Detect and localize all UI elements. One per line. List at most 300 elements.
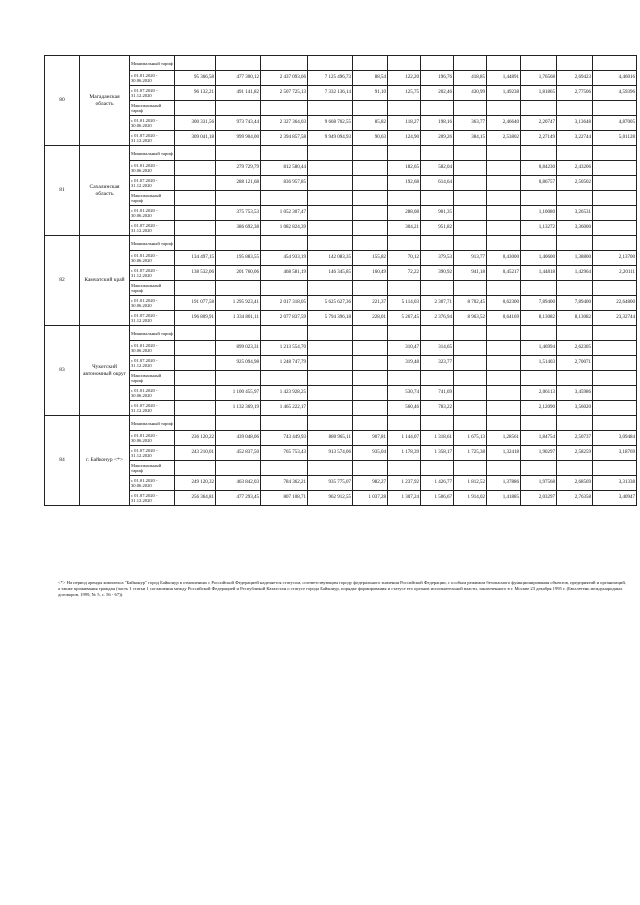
tariff-value: 2,06113 <box>521 386 557 401</box>
tariff-value: 1 132 369,19 <box>216 401 261 416</box>
tariff-value: 3,22744 <box>557 131 593 146</box>
tariff-value <box>557 101 593 116</box>
tariff-value: 1 295 923,41 <box>216 296 261 311</box>
table-row <box>45 371 637 386</box>
tariff-value: 2,68569 <box>557 476 593 491</box>
tariff-value <box>421 56 454 71</box>
tariff-value <box>216 281 261 296</box>
tariff-value <box>261 416 308 431</box>
tariff-value <box>308 161 353 176</box>
tariff-value <box>353 161 388 176</box>
tariff-value: 192,68 <box>388 176 421 191</box>
tariff-value: 228,01 <box>353 311 388 326</box>
tariff-value: 236 120,22 <box>175 431 216 446</box>
tariff-value <box>261 146 308 161</box>
tariff-value <box>521 236 557 251</box>
tariff-value: 1 144,07 <box>388 431 421 446</box>
period-label: с 01.01.2020 - 30.06.2020 <box>130 71 175 86</box>
table-row <box>45 386 637 401</box>
table-row <box>45 236 637 251</box>
tariff-value <box>454 341 487 356</box>
table-row <box>45 161 637 176</box>
region-name: Сахалинская область <box>80 146 130 236</box>
tariff-value: 1 237,92 <box>388 476 421 491</box>
tariff-value: 3,40947 <box>593 491 637 506</box>
table-row <box>45 461 637 476</box>
tariff-value <box>353 176 388 191</box>
tariff-value: 198,16 <box>421 116 454 131</box>
tariff-value: 1,49238 <box>487 86 521 101</box>
tariff-value: 2 307,71 <box>421 296 454 311</box>
tariff-value <box>388 236 421 251</box>
tariff-value <box>353 56 388 71</box>
tariff-value <box>353 341 388 356</box>
tariff-value: 2,53802 <box>487 131 521 146</box>
tariff-value: 452 837,50 <box>216 446 261 461</box>
tariff-value: 5 625 627,36 <box>308 296 353 311</box>
tariff-value: 134 497,15 <box>175 251 216 266</box>
row-number: 84 <box>45 416 80 506</box>
tariff-value <box>593 221 637 236</box>
tariff-value: 530,74 <box>388 386 421 401</box>
tariff-value: 8,13082 <box>521 311 557 326</box>
tariff-value <box>216 236 261 251</box>
tariff-value <box>388 146 421 161</box>
tariff-value <box>487 461 521 476</box>
tariff-value <box>454 146 487 161</box>
tariff-value <box>454 161 487 176</box>
tariff-value <box>388 371 421 386</box>
tariff-value <box>557 326 593 341</box>
tariff-value <box>454 236 487 251</box>
tariff-value <box>593 206 637 221</box>
tariff-value: 2,20111 <box>593 266 637 281</box>
tariff-value: 221,37 <box>353 296 388 311</box>
period-label: Максимальный тариф <box>130 101 175 116</box>
tariff-value <box>308 371 353 386</box>
row-number: 82 <box>45 236 80 326</box>
tariff-value <box>308 416 353 431</box>
tariff-value <box>521 371 557 386</box>
tariff-value: 0,45217 <box>487 266 521 281</box>
tariff-value: 3,09484 <box>593 431 637 446</box>
tariff-value: 1,40600 <box>521 251 557 266</box>
table-row <box>45 281 637 296</box>
tariff-value: 256 364,81 <box>175 491 216 506</box>
tariff-value: 2,58259 <box>557 446 593 461</box>
tariff-value <box>593 236 637 251</box>
tariff-value: 899 023,31 <box>216 341 261 356</box>
period-label: с 01.01.2020 - 30.06.2020 <box>130 476 175 491</box>
table-row <box>45 86 637 101</box>
tariff-value: 309 041,18 <box>175 131 216 146</box>
tariff-value: 146 345,85 <box>308 266 353 281</box>
tariff-value: 1 423 928,25 <box>261 386 308 401</box>
tariff-value: 196,76 <box>421 71 454 86</box>
tariff-value: 7,89400 <box>521 296 557 311</box>
tariff-value <box>308 176 353 191</box>
tariff-value: 1,38800 <box>557 251 593 266</box>
tariff-value <box>487 386 521 401</box>
tariff-value <box>487 206 521 221</box>
period-label: Минимальный тариф <box>130 236 175 251</box>
tariff-value <box>421 236 454 251</box>
period-label: Максимальный тариф <box>130 371 175 386</box>
tariff-value <box>175 371 216 386</box>
tariff-value <box>353 191 388 206</box>
tariff-value: 1 307,24 <box>388 491 421 506</box>
tariff-value <box>557 461 593 476</box>
tariff-value: 314,65 <box>421 341 454 356</box>
tariff-value <box>175 461 216 476</box>
tariff-value: 560,46 <box>388 401 421 416</box>
row-number: 81 <box>45 146 80 236</box>
tariff-value: 477 293,45 <box>216 491 261 506</box>
tariff-value: 195 883,55 <box>216 251 261 266</box>
tariff-value <box>353 146 388 161</box>
tariff-value: 155,82 <box>353 251 388 266</box>
tariff-value: 2,20747 <box>521 116 557 131</box>
tariff-value: 1,46994 <box>521 341 557 356</box>
tariff-table <box>44 55 637 506</box>
tariff-value <box>521 191 557 206</box>
tariff-value: 741,69 <box>421 386 454 401</box>
table-row <box>45 326 637 341</box>
tariff-value: 463 842,03 <box>216 476 261 491</box>
table-row <box>45 416 637 431</box>
tariff-value <box>593 341 637 356</box>
tariff-value: 70,12 <box>388 251 421 266</box>
tariff-value: 384,15 <box>454 131 487 146</box>
tariff-value: 202,46 <box>421 86 454 101</box>
tariff-value: 951,82 <box>421 221 454 236</box>
tariff-value <box>421 281 454 296</box>
tariff-value: 1 178,39 <box>388 446 421 461</box>
tariff-value: 935 775,07 <box>308 476 353 491</box>
tariff-value <box>557 371 593 386</box>
tariff-value: 2,77506 <box>557 86 593 101</box>
tariff-value <box>593 326 637 341</box>
tariff-value <box>308 326 353 341</box>
tariff-value <box>175 356 216 371</box>
tariff-value: 765 753,43 <box>261 446 308 461</box>
tariff-value <box>421 416 454 431</box>
tariff-value: 300 331,56 <box>175 116 216 131</box>
tariff-value <box>557 146 593 161</box>
tariff-value <box>216 326 261 341</box>
tariff-value: 973 743,44 <box>216 116 261 131</box>
tariff-value: 2 394 857,58 <box>261 131 308 146</box>
tariff-value: 1,44891 <box>487 71 521 86</box>
tariff-value: 1 725,38 <box>454 446 487 461</box>
tariff-value: 7 125 496,73 <box>308 71 353 86</box>
tariff-value: 9 668 702,55 <box>308 116 353 131</box>
tariff-value <box>216 101 261 116</box>
tariff-value <box>454 326 487 341</box>
tariff-value: 1,28561 <box>487 431 521 446</box>
tariff-value: 138 532,06 <box>175 266 216 281</box>
tariff-value <box>454 281 487 296</box>
tariff-value: 2 376,94 <box>421 311 454 326</box>
tariff-value <box>308 401 353 416</box>
tariff-value: 196 809,91 <box>175 311 216 326</box>
tariff-value: 23,32744 <box>593 311 637 326</box>
table-row <box>45 191 637 206</box>
tariff-value: 582,04 <box>421 161 454 176</box>
tariff-value <box>454 416 487 431</box>
tariff-value <box>216 146 261 161</box>
tariff-value: 243 210,01 <box>175 446 216 461</box>
tariff-value: 1,76568 <box>521 71 557 86</box>
tariff-value: 379,53 <box>421 251 454 266</box>
region-name: Магаданская область <box>80 56 130 146</box>
tariff-value: 90,63 <box>353 131 388 146</box>
tariff-value: 72,22 <box>388 266 421 281</box>
tariff-value <box>216 461 261 476</box>
tariff-value <box>308 341 353 356</box>
period-label: Максимальный тариф <box>130 461 175 476</box>
tariff-value: 0,43000 <box>487 251 521 266</box>
tariff-value <box>487 326 521 341</box>
period-label: с 01.01.2020 - 30.06.2020 <box>130 431 175 446</box>
tariff-value <box>175 206 216 221</box>
tariff-value <box>454 461 487 476</box>
tariff-value: 118,27 <box>388 116 421 131</box>
table-row <box>45 251 637 266</box>
tariff-value <box>454 401 487 416</box>
tariff-value: 901,35 <box>421 206 454 221</box>
tariff-value <box>308 281 353 296</box>
tariff-value <box>216 56 261 71</box>
period-label: Минимальный тариф <box>130 416 175 431</box>
tariff-value: 3,26531 <box>557 206 593 221</box>
tariff-value: 122,20 <box>388 71 421 86</box>
period-label: с 01.07.2020 - 31.12.2020 <box>130 266 175 281</box>
tariff-value: 2,13700 <box>593 251 637 266</box>
tariff-value <box>353 401 388 416</box>
tariff-value <box>521 326 557 341</box>
table-row <box>45 56 637 71</box>
tariff-value: 880 965,11 <box>308 431 353 446</box>
tariff-value: 743 449,93 <box>261 431 308 446</box>
tariff-value <box>175 146 216 161</box>
tariff-value: 8,13082 <box>557 311 593 326</box>
tariff-value: 999 904,00 <box>216 131 261 146</box>
tariff-value: 982,27 <box>353 476 388 491</box>
period-label: с 01.01.2020 - 30.06.2020 <box>130 161 175 176</box>
tariff-value <box>353 461 388 476</box>
tariff-value <box>557 281 593 296</box>
tariff-value <box>175 341 216 356</box>
tariff-value: 95 366,58 <box>175 71 216 86</box>
tariff-value: 2,43206 <box>557 161 593 176</box>
tariff-value: 201 760,06 <box>216 266 261 281</box>
tariff-value: 1 334 801,11 <box>216 311 261 326</box>
tariff-value <box>593 356 637 371</box>
tariff-value: 2,46640 <box>487 116 521 131</box>
tariff-value: 1 914,02 <box>454 491 487 506</box>
tariff-value <box>388 416 421 431</box>
tariff-value <box>261 326 308 341</box>
tariff-value: 1,42964 <box>557 266 593 281</box>
tariff-value <box>175 101 216 116</box>
tariff-value <box>216 416 261 431</box>
tariff-value <box>261 101 308 116</box>
tariff-value: 3,31338 <box>593 476 637 491</box>
tariff-value <box>308 206 353 221</box>
tariff-value: 418,85 <box>454 71 487 86</box>
period-label: с 01.07.2020 - 31.12.2020 <box>130 176 175 191</box>
tariff-value <box>487 221 521 236</box>
tariff-value: 1 037,28 <box>353 491 388 506</box>
tariff-value: 2,03297 <box>521 491 557 506</box>
tariff-value: 477 300,12 <box>216 71 261 86</box>
period-label: с 01.07.2020 - 31.12.2020 <box>130 311 175 326</box>
tariff-value <box>308 146 353 161</box>
tariff-value <box>454 206 487 221</box>
tariff-value <box>353 236 388 251</box>
tariff-value <box>557 236 593 251</box>
tariff-value: 1,90297 <box>521 446 557 461</box>
tariff-value: 1 426,77 <box>421 476 454 491</box>
tariff-value: 1,32418 <box>487 446 521 461</box>
tariff-value: 4,59396 <box>593 86 637 101</box>
tariff-value <box>308 101 353 116</box>
tariff-value <box>353 101 388 116</box>
tariff-value <box>421 101 454 116</box>
tariff-value <box>388 461 421 476</box>
period-label: с 01.01.2020 - 30.06.2020 <box>130 206 175 221</box>
table-row <box>45 71 637 86</box>
table-row <box>45 446 637 461</box>
tariff-value: 1,97568 <box>521 476 557 491</box>
tariff-value: 913 574,06 <box>308 446 353 461</box>
tariff-value: 1 100 455,97 <box>216 386 261 401</box>
table-row <box>45 341 637 356</box>
tariff-value <box>175 416 216 431</box>
tariff-value: 935,04 <box>353 446 388 461</box>
table-row <box>45 401 637 416</box>
tariff-value <box>175 281 216 296</box>
period-label: с 01.07.2020 - 31.12.2020 <box>130 131 175 146</box>
tariff-value: 5,01128 <box>593 131 637 146</box>
table-row <box>45 266 637 281</box>
tariff-value <box>421 371 454 386</box>
tariff-value <box>487 356 521 371</box>
tariff-value: 249 120,32 <box>175 476 216 491</box>
tariff-value: 2,50502 <box>557 176 593 191</box>
tariff-value <box>261 191 308 206</box>
tariff-value: 7 332 136,14 <box>308 86 353 101</box>
table-row <box>45 311 637 326</box>
tariff-value: 2 017 318,05 <box>261 296 308 311</box>
tariff-value <box>261 236 308 251</box>
tariff-value: 1 213 554,70 <box>261 341 308 356</box>
tariff-value <box>261 461 308 476</box>
tariff-value: 323,77 <box>421 356 454 371</box>
tariff-value <box>175 221 216 236</box>
tariff-value <box>487 416 521 431</box>
tariff-value <box>308 191 353 206</box>
tariff-value <box>421 191 454 206</box>
tariff-value: 375 753,53 <box>216 206 261 221</box>
tariff-value <box>593 371 637 386</box>
tariff-value <box>454 371 487 386</box>
tariff-value <box>521 461 557 476</box>
tariff-value: 125,75 <box>388 86 421 101</box>
tariff-value: 3,45986 <box>557 386 593 401</box>
tariff-value: 962 912,55 <box>308 491 353 506</box>
table-row <box>45 116 637 131</box>
tariff-value <box>353 206 388 221</box>
tariff-value: 386 692,38 <box>216 221 261 236</box>
table-row <box>45 206 637 221</box>
tariff-value: 9 949 094,93 <box>308 131 353 146</box>
tariff-value: 1 248 747,79 <box>261 356 308 371</box>
tariff-value: 142 083,35 <box>308 251 353 266</box>
tariff-value: 2 077 837,59 <box>261 311 308 326</box>
table-row <box>45 101 637 116</box>
tariff-value: 439 048,06 <box>216 431 261 446</box>
tariff-value <box>261 371 308 386</box>
tariff-value: 1 465 222,17 <box>261 401 308 416</box>
period-label: с 01.07.2020 - 31.12.2020 <box>130 221 175 236</box>
tariff-value <box>261 281 308 296</box>
tariff-value <box>593 146 637 161</box>
period-label: с 01.07.2020 - 31.12.2020 <box>130 86 175 101</box>
tariff-value <box>175 401 216 416</box>
tariff-value: 4,46016 <box>593 71 637 86</box>
row-number: 80 <box>45 56 80 146</box>
period-label: с 01.07.2020 - 31.12.2020 <box>130 356 175 371</box>
tariff-value: 1,41885 <box>487 491 521 506</box>
tariff-value: 1 675,13 <box>454 431 487 446</box>
tariff-value: 1,81865 <box>521 86 557 101</box>
table-row <box>45 176 637 191</box>
period-label: с 01.01.2020 - 30.06.2020 <box>130 251 175 266</box>
tariff-value: 1,51403 <box>521 356 557 371</box>
region-name: Камчатский край <box>80 236 130 326</box>
tariff-value: 0,64169 <box>487 311 521 326</box>
tariff-value: 5 267,45 <box>388 311 421 326</box>
tariff-value <box>454 221 487 236</box>
table-row <box>45 476 637 491</box>
tariff-value <box>308 386 353 401</box>
tariff-value: 2,50737 <box>557 431 593 446</box>
tariff-value: 279 729,79 <box>216 161 261 176</box>
tariff-value <box>175 176 216 191</box>
tariff-value: 5 114,03 <box>388 296 421 311</box>
tariff-value: 1 052 307,47 <box>261 206 308 221</box>
tariff-value <box>454 176 487 191</box>
period-label: с 01.01.2020 - 30.06.2020 <box>130 386 175 401</box>
tariff-value: 812 580,44 <box>261 161 308 176</box>
period-label: Максимальный тариф <box>130 191 175 206</box>
tariff-value <box>353 356 388 371</box>
tariff-value: 2,27149 <box>521 131 557 146</box>
tariff-value: 310,47 <box>388 341 421 356</box>
tariff-value: 0,62300 <box>487 296 521 311</box>
tariff-value: 3,36000 <box>557 221 593 236</box>
tariff-value <box>487 146 521 161</box>
tariff-value <box>388 101 421 116</box>
tariff-value: 1 318,61 <box>421 431 454 446</box>
tariff-value <box>175 386 216 401</box>
tariff-value <box>308 461 353 476</box>
tariff-value <box>593 461 637 476</box>
tariff-value <box>261 56 308 71</box>
tariff-value <box>487 401 521 416</box>
